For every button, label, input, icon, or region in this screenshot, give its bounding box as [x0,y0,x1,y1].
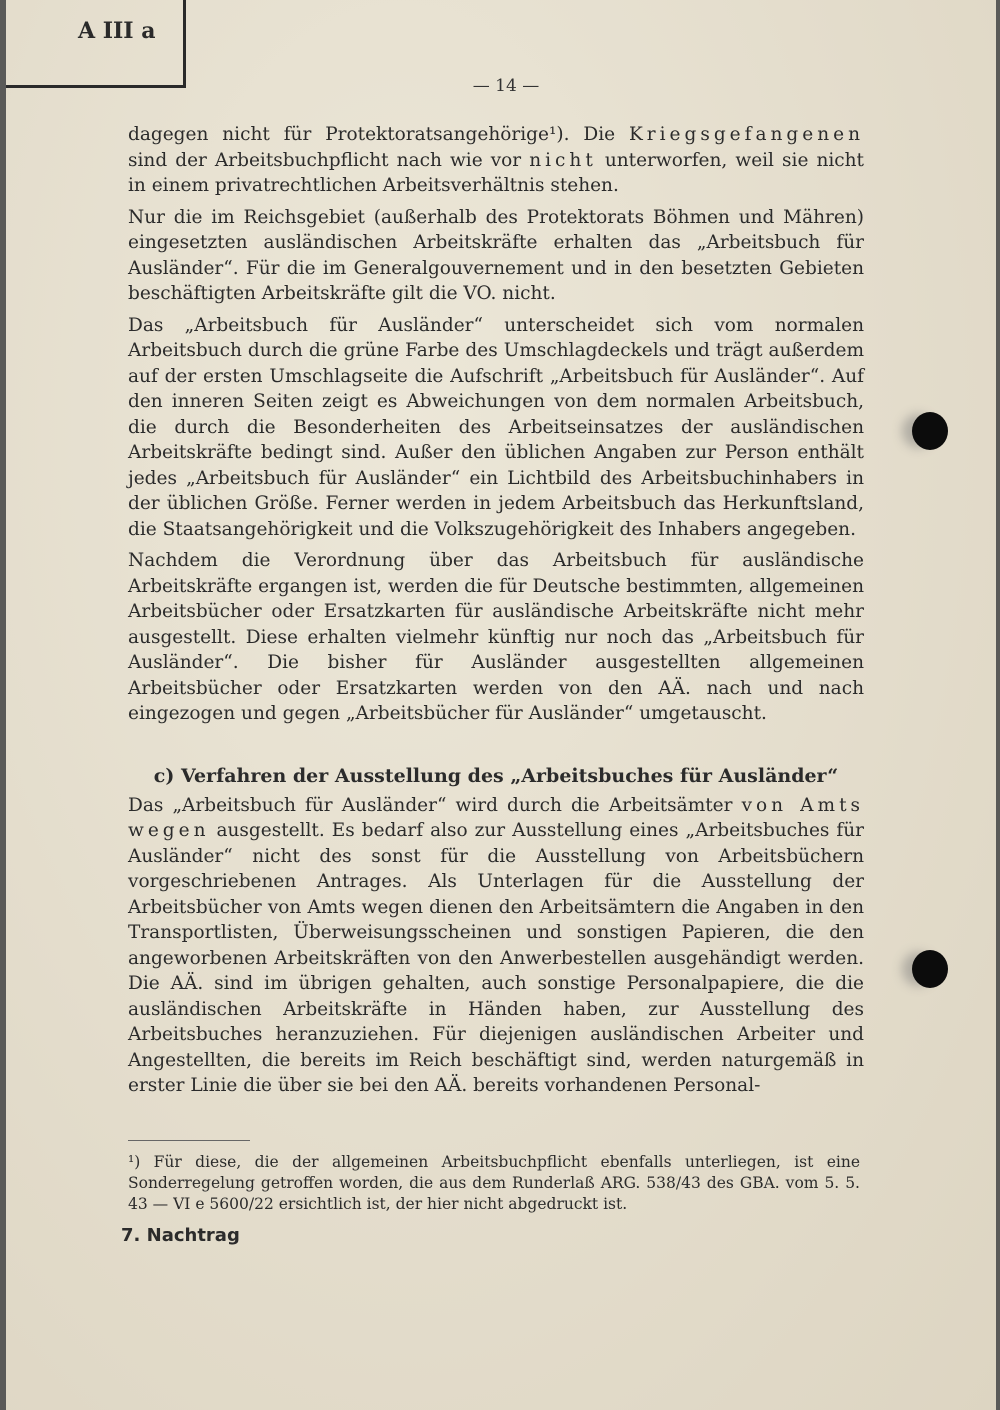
paragraph-1-part-b: sind der Arbeitsbuchpflicht nach wie vor [128,149,530,171]
paragraph-4: Nachdem die Verordnung über das Arbeitsbuch für ausländische Arbeitskräfte ergangen ist, werden die für Deutsche bestimmten, allgemeinen Arbeitsbücher oder Ersatzkarten für ausländische Arbeitskräfte nicht mehr ausgestellt. Diese erhalten vielmehr künftig nur noch das „Arbeitsbuch für Ausländer“. Die bisher für Ausländer ausgestellten allgemeinen Arbeitsbücher oder Ersatzkarten werden von den AÄ. nach und nach eingezogen und gegen „Arbeitsbücher für Ausländer“ umgetauscht. [128,550,864,724]
paragraph-5-part-b: ausgestellt. Es bedarf also zur Ausstellung eines „Arbeitsbuches für Ausländer“ nicht des sonst für die Ausstellung von Arbeitsbüchern vorgeschriebenen Antrages. Als Unterlagen für die Ausstellung der Arbeitsbücher von Amts wegen dienen den Arbeitsämtern die Angaben in den Transportlisten, Überweisungsscheinen und sonstigen Papieren, die den angeworbenen Arbeitskräften von den Anwerbestellen ausgehändigt werden. Die AÄ. sind im übrigen gehalten, auch sonstige Personalpapiere, die die ausländischen Arbeitskräfte in Händen haben, zur Ausstellung des Arbeitsbuches heranzuziehen. Für diejenigen ausländischen Arbeiter und Angestellten, die bereits im Reich beschäftigt sind, werden naturgemäß in erster Linie die über sie bei den AÄ. bereits vorhandenen Personal- [128,820,864,1096]
supplement-label: 7. Nachtrag [121,1225,240,1246]
section-heading: c) Verfahren der Ausstellung des „Arbeitsbuches für Ausländer“ [153,764,839,787]
punch-hole [912,950,948,988]
emphasis-kriegsgefangenen: Kriegsgefangenen [628,124,864,145]
paragraph-2: Nur die im Reichsgebiet (außerhalb des Protektorats Böhmen und Mähren) eingesetzten ausländischen Arbeitskräfte erhalten das „Arbeitsbuch für Ausländer“. Für die im Generalgouvernement und in den besetzten Gebieten beschäftigten Arbeitskräfte gilt die VO. nicht. [128,206,864,304]
paragraph-5-part-a: Das „Arbeitsbuch für Ausländer“ wird durch die Arbeitsämter [128,794,742,816]
page-number: — 14 — [472,76,540,96]
paragraph-5 [128,793,864,1099]
emphasis-nicht: nicht [529,149,597,171]
paragraph-1-part-a: dagegen nicht für Protektoratsangehörige¹). Die [128,124,629,145]
body-text [128,122,864,1105]
paragraph-1-part-c: unterworfen, weil sie nicht in einem privatrechtlichen Arbeitsverhältnis stehen. [128,149,864,196]
paragraph-3: Das „Arbeitsbuch für Ausländer“ unterscheidet sich vom normalen Arbeitsbuch durch die grüne Farbe des Umschlagdeckels und trägt außerdem auf der ersten Umschlagseite die Aufschrift „Arbeitsbuch für Ausländer“. Auf den inneren Seiten zeigt es Abweichungen von dem normalen Arbeitsbuch, die durch die Besonderheiten des Arbeitseinsatzes der ausländischen Arbeitskräfte bedingt sind. Außer den üblichen Angaben zur Person enthält jedes „Arbeitsbuch für Ausländer“ ein Lichtbild des Arbeitsbuchinhabers in der üblichen Größe. Ferner werden in jedem Arbeitsbuch das Herkunftsland, die Staatsangehörigkeit und die Volkszugehörigkeit des Inhabers angegeben. [128,314,864,540]
emphasis-von-amts-wegen: von Amts wegen [128,794,864,841]
section-label: A III a [78,18,156,44]
section-label-box [6,0,186,88]
punch-hole [912,412,948,450]
paragraph-1 [128,122,864,199]
document-page [6,0,996,1410]
footnote: ¹) Für diese, die der allgemeinen Arbeitsbuchpflicht ebenfalls unterliegen, ist eine Sonderregelung getroffen worden, die aus dem Runderlaß ARG. 538/43 des GBA. vom 5. 5. 43 — VI e 5600/22 ersichtlich ist, der hier nicht abgedruckt ist. [128,1153,860,1213]
footnote-divider [128,1140,250,1141]
